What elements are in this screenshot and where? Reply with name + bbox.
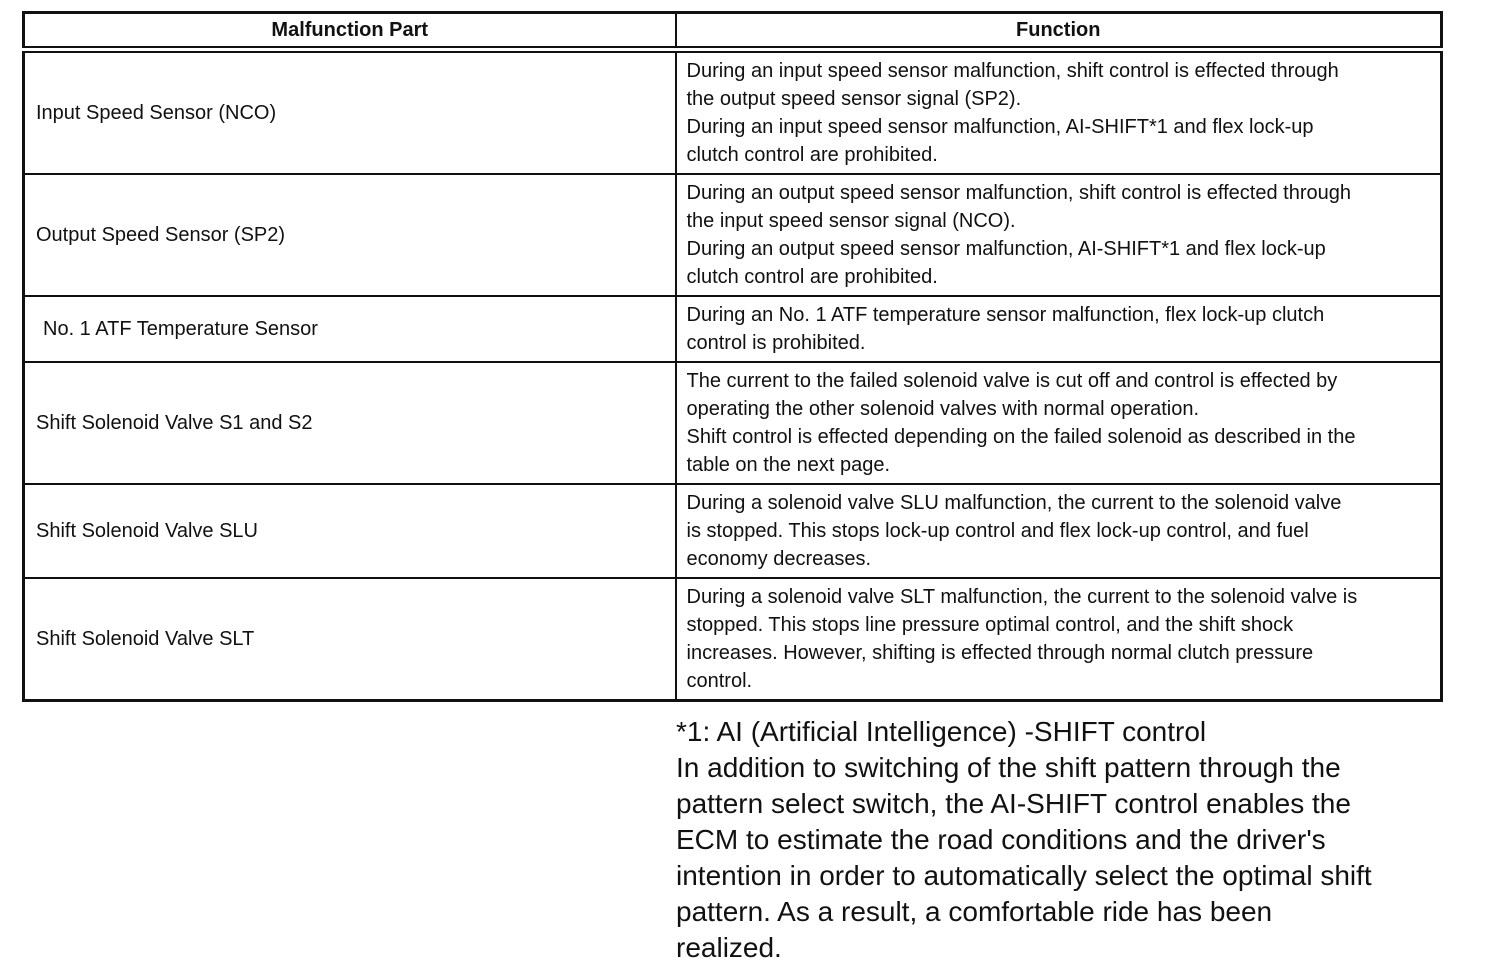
function-line: increases. However, shifting is effected through normal clutch pressure bbox=[686, 642, 1314, 664]
function-cell bbox=[676, 362, 1442, 484]
table-row bbox=[24, 174, 1442, 296]
function-line: clutch control are prohibited. bbox=[686, 266, 938, 288]
footnote-title: *1: AI (Artificial Intelligence) -SHIFT control bbox=[676, 716, 1207, 747]
function-line: The current to the failed solenoid valve is cut off and control is effected by bbox=[686, 370, 1338, 392]
function-cell bbox=[676, 484, 1442, 578]
malfunction-part-cell: Output Speed Sensor (SP2) bbox=[24, 174, 676, 296]
function-cell bbox=[676, 174, 1442, 296]
footnote-line: In addition to switching of the shift pattern through the bbox=[676, 752, 1341, 783]
table-row bbox=[24, 578, 1442, 701]
malfunction-part-cell: No. 1 ATF Temperature Sensor bbox=[24, 296, 676, 362]
function-line: During an input speed sensor malfunction, shift control is effected through bbox=[686, 60, 1339, 82]
function-cell bbox=[676, 50, 1442, 175]
footnote-line: pattern. As a result, a comfortable ride has been bbox=[676, 896, 1273, 927]
function-line: economy decreases. bbox=[686, 548, 872, 570]
malfunction-part-cell: Shift Solenoid Valve S1 and S2 bbox=[24, 362, 676, 484]
function-line: control. bbox=[686, 670, 753, 692]
function-line: During an output speed sensor malfunction, shift control is effected through bbox=[686, 182, 1351, 204]
header-function: Function bbox=[676, 13, 1442, 50]
table-row bbox=[24, 296, 1442, 362]
function-line: During an input speed sensor malfunction, AI-SHIFT*1 and flex lock-up bbox=[686, 116, 1314, 138]
function-line: During an output speed sensor malfunction, AI-SHIFT*1 and flex lock-up bbox=[686, 238, 1326, 260]
malfunction-part-cell: Input Speed Sensor (NCO) bbox=[24, 50, 676, 175]
table-row bbox=[24, 484, 1442, 578]
function-cell bbox=[676, 578, 1442, 701]
table-header-row bbox=[24, 13, 1442, 50]
malfunction-function-table bbox=[22, 11, 1443, 702]
malfunction-part-cell: Shift Solenoid Valve SLT bbox=[24, 578, 676, 701]
function-line: table on the next page. bbox=[686, 454, 890, 476]
footnote-line: pattern select switch, the AI-SHIFT control enables the bbox=[676, 788, 1351, 819]
function-cell bbox=[676, 296, 1442, 362]
footnote-line: realized. bbox=[676, 932, 782, 963]
function-line: control is prohibited. bbox=[686, 332, 866, 354]
footnote-line: ECM to estimate the road conditions and the driver's bbox=[676, 824, 1326, 855]
function-line: Shift control is effected depending on the failed solenoid as described in the bbox=[686, 426, 1356, 448]
table-row bbox=[24, 362, 1442, 484]
function-line: the output speed sensor signal (SP2). bbox=[686, 88, 1022, 110]
function-line: stopped. This stops line pressure optimal control, and the shift shock bbox=[686, 614, 1294, 636]
footnote-line: intention in order to automatically select the optimal shift bbox=[676, 860, 1372, 891]
function-line: the input speed sensor signal (NCO). bbox=[686, 210, 1016, 232]
function-line: is stopped. This stops lock-up control and flex lock-up control, and fuel bbox=[686, 520, 1309, 542]
function-line: clutch control are prohibited. bbox=[686, 144, 938, 166]
function-line: During an No. 1 ATF temperature sensor malfunction, flex lock-up clutch bbox=[686, 304, 1325, 326]
ai-shift-footnote bbox=[676, 714, 1466, 966]
function-line: During a solenoid valve SLU malfunction, the current to the solenoid valve bbox=[686, 492, 1342, 514]
function-line: operating the other solenoid valves with normal operation. bbox=[686, 398, 1200, 420]
table-row bbox=[24, 50, 1442, 175]
function-line: During a solenoid valve SLT malfunction, the current to the solenoid valve is bbox=[686, 586, 1358, 608]
malfunction-part-cell: Shift Solenoid Valve SLU bbox=[24, 484, 676, 578]
header-malfunction-part: Malfunction Part bbox=[24, 13, 676, 50]
